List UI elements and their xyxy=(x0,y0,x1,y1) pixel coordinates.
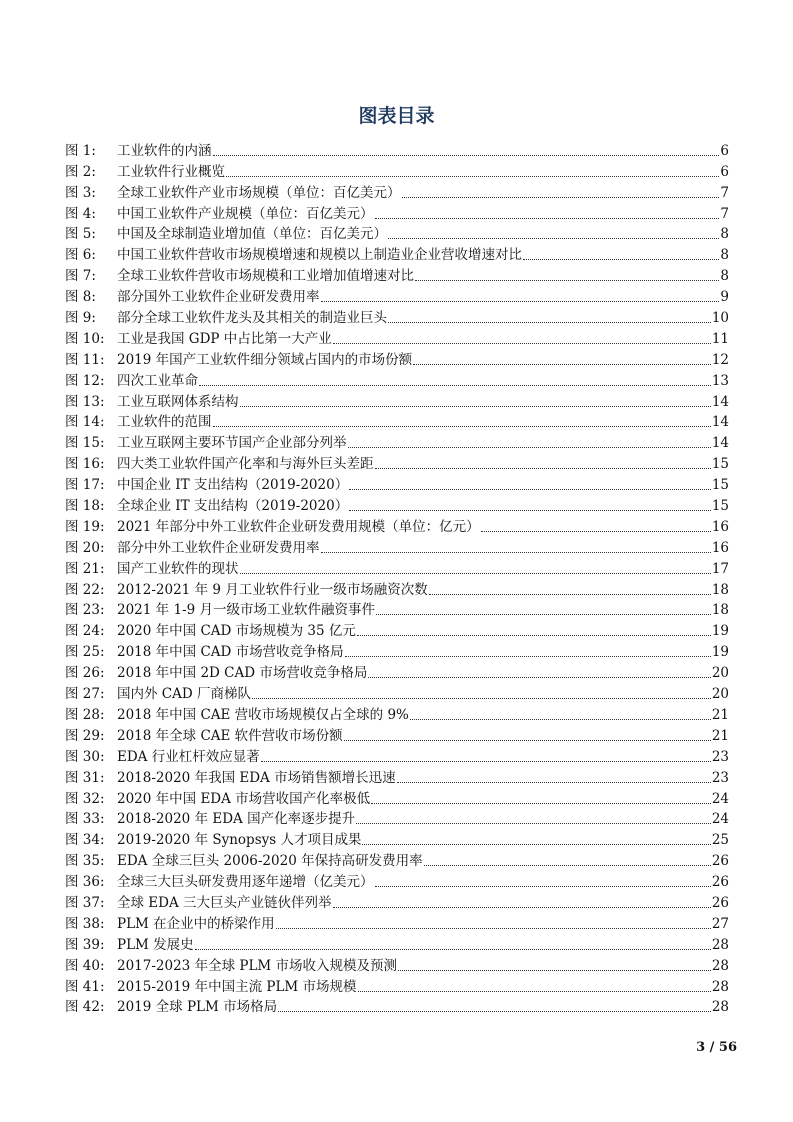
toc-entry[interactable] xyxy=(65,451,729,472)
figure-number: 图 28: xyxy=(65,706,105,723)
figure-number: 图 17: xyxy=(65,477,105,494)
dot-leader xyxy=(349,488,711,490)
page-reference[interactable]: 10 xyxy=(711,310,729,327)
page-reference[interactable]: 28 xyxy=(711,978,729,995)
figure-number: 图 9: xyxy=(65,310,96,327)
dot-leader xyxy=(349,509,711,511)
dot-leader xyxy=(429,593,711,595)
figure-title-link[interactable]: 2019-2020 年 Synopsys 人才项目成果 xyxy=(117,832,362,849)
page-reference[interactable]: 8 xyxy=(720,247,729,264)
figure-number: 图 4: xyxy=(65,205,96,222)
toc-entry[interactable] xyxy=(65,765,729,786)
figure-number: 图 2: xyxy=(65,163,96,180)
figure-number: 图 38: xyxy=(65,915,105,932)
dot-leader xyxy=(376,613,711,615)
dot-leader xyxy=(333,342,711,344)
figure-title-link[interactable]: 中国及全球制造业增加值（单位：百亿美元） xyxy=(117,226,387,243)
figure-number: 图 37: xyxy=(65,894,105,911)
figure-number: 图 39: xyxy=(65,936,105,953)
figure-title-link[interactable]: 2019 年国产工业软件细分领域占国内的市场份额 xyxy=(117,351,413,368)
page-reference[interactable]: 6 xyxy=(720,163,729,180)
page-reference[interactable]: 24 xyxy=(711,790,729,807)
figure-title-link[interactable]: 中国企业 IT 支出结构（2019-2020） xyxy=(117,477,349,494)
toc-entry[interactable] xyxy=(65,827,729,848)
figure-title-link[interactable]: 部分国外工业软件企业研发费用率 xyxy=(117,289,320,306)
figure-number: 图 19: xyxy=(65,518,105,535)
figure-title-link[interactable]: 2021 年 1-9 月一级市场工业软件融资事件 xyxy=(117,602,375,619)
figure-number: 图 14: xyxy=(65,414,105,431)
dot-leader xyxy=(333,906,711,908)
figure-title-link[interactable]: 工业互联网体系结构 xyxy=(117,393,239,410)
figure-number: 图 26: xyxy=(65,665,105,682)
toc-entry[interactable] xyxy=(65,702,729,723)
figure-number: 图 23: xyxy=(65,602,105,619)
figure-number: 图 35: xyxy=(65,853,105,870)
dot-leader xyxy=(357,634,711,636)
page-reference[interactable]: 14 xyxy=(711,414,729,431)
toc-entry[interactable] xyxy=(65,180,729,201)
dot-leader xyxy=(523,258,719,260)
figure-number: 图 36: xyxy=(65,874,105,891)
figure-number: 图 7: xyxy=(65,268,96,285)
page-reference[interactable]: 15 xyxy=(711,456,729,473)
figure-title-link[interactable]: 全球工业软件营收市场规模和工业增加值增速对比 xyxy=(117,268,414,285)
page-reference[interactable]: 15 xyxy=(711,477,729,494)
toc-entry[interactable] xyxy=(65,890,729,911)
dot-leader xyxy=(213,425,711,427)
dot-leader xyxy=(410,718,711,720)
dot-leader xyxy=(240,572,711,574)
figure-number: 图 29: xyxy=(65,727,105,744)
figure-number: 图 15: xyxy=(65,435,105,452)
figure-number: 图 11: xyxy=(65,351,105,368)
figure-number: 图 27: xyxy=(65,686,105,703)
figure-title-link[interactable]: 工业软件行业概览 xyxy=(117,163,225,180)
page-reference[interactable]: 20 xyxy=(711,686,729,703)
figure-title-link[interactable]: 2015-2019 年中国主流 PLM 市场规模 xyxy=(117,978,357,995)
dot-leader xyxy=(388,237,719,239)
figure-number: 图 16: xyxy=(65,456,105,473)
figure-number: 图 10: xyxy=(65,330,105,347)
toc-entry[interactable] xyxy=(65,284,729,305)
figure-number: 图 12: xyxy=(65,372,105,389)
dot-leader xyxy=(397,781,711,783)
page-reference[interactable]: 14 xyxy=(711,393,729,410)
dot-leader xyxy=(321,551,711,553)
figure-number: 图 33: xyxy=(65,811,105,828)
toc-entry[interactable] xyxy=(65,639,729,660)
figure-number: 图 41: xyxy=(65,978,105,995)
figure-number: 图 42: xyxy=(65,999,105,1016)
toc-entry[interactable] xyxy=(65,848,729,869)
toc-entry[interactable] xyxy=(65,242,729,263)
page-reference[interactable]: 18 xyxy=(711,581,729,598)
figure-number: 图 32: xyxy=(65,790,105,807)
page-reference[interactable]: 21 xyxy=(711,727,729,744)
toc-entry[interactable] xyxy=(65,472,729,493)
toc-entry[interactable] xyxy=(65,263,729,284)
dot-leader xyxy=(348,446,711,448)
toc-entry[interactable] xyxy=(65,660,729,681)
figure-number: 图 22: xyxy=(65,581,105,598)
page-reference[interactable]: 19 xyxy=(711,623,729,640)
figure-title-link[interactable]: 国内外 CAD 厂商梯队 xyxy=(117,686,251,703)
dot-leader xyxy=(252,697,711,699)
figure-number: 图 8: xyxy=(65,289,96,306)
page-reference[interactable]: 28 xyxy=(711,957,729,974)
toc-entry[interactable] xyxy=(65,577,729,598)
toc-entry[interactable] xyxy=(65,807,729,828)
figure-title-link[interactable]: 2021 年部分中外工业软件企业研发费用规模（单位：亿元） xyxy=(117,518,480,535)
figure-title-link[interactable]: 全球三大巨头研发费用逐年递增（亿美元） xyxy=(117,874,374,891)
figure-title-link[interactable]: 2012-2021 年 9 月工业软件行业一级市场融资次数 xyxy=(117,581,428,598)
figure-title-link[interactable]: 四次工业革命 xyxy=(117,372,198,389)
toc-entry[interactable] xyxy=(65,410,729,431)
toc-entry[interactable] xyxy=(65,514,729,535)
dot-leader xyxy=(321,300,720,302)
page-reference[interactable]: 13 xyxy=(711,372,729,389)
figure-title-link[interactable]: 2020 年中国 EDA 市场营收国产化率极低 xyxy=(117,790,371,807)
figure-title-link[interactable]: PLM 发展史 xyxy=(117,936,194,953)
toc-entry[interactable] xyxy=(65,681,729,702)
figure-number: 图 24: xyxy=(65,623,105,640)
figure-title-link[interactable]: 2019 全球 PLM 市场格局 xyxy=(117,999,278,1016)
toc-entry[interactable] xyxy=(65,222,729,243)
figure-title-link[interactable]: 部分全球工业软件龙头及其相关的制造业巨头 xyxy=(117,310,387,327)
page-reference[interactable]: 12 xyxy=(711,351,729,368)
page-reference[interactable]: 11 xyxy=(711,330,729,347)
dot-leader xyxy=(481,530,711,532)
dot-leader xyxy=(424,864,711,866)
dot-leader xyxy=(402,196,720,198)
page-reference[interactable]: 8 xyxy=(720,226,729,243)
toc-entry[interactable] xyxy=(65,869,729,890)
page-reference[interactable]: 26 xyxy=(711,894,729,911)
figure-number: 图 3: xyxy=(65,184,96,201)
dot-leader xyxy=(261,760,711,762)
page-reference[interactable]: 17 xyxy=(711,560,729,577)
figure-title-link[interactable]: 中国工业软件产业规模（单位：百亿美元） xyxy=(117,205,374,222)
page-reference[interactable]: 18 xyxy=(711,602,729,619)
figure-title-link[interactable]: PLM 在企业中的桥梁作用 xyxy=(117,915,275,932)
toc-entry[interactable] xyxy=(65,430,729,451)
figure-number: 图 13: xyxy=(65,393,105,410)
toc-entry[interactable] xyxy=(65,535,729,556)
dot-leader xyxy=(344,739,711,741)
figure-title-link[interactable]: 2018-2020 年 EDA 国产化率逐步提升 xyxy=(117,811,356,828)
figure-number: 图 31: xyxy=(65,769,105,786)
figure-title-link[interactable]: 2018 年全球 CAE 软件营收市场份额 xyxy=(117,727,343,744)
toc-entry[interactable] xyxy=(65,159,729,180)
dot-leader xyxy=(398,969,711,971)
figure-title-link[interactable]: 工业软件的范围 xyxy=(117,414,212,431)
dot-leader xyxy=(362,843,710,845)
page-reference[interactable]: 28 xyxy=(711,936,729,953)
figure-number: 图 30: xyxy=(65,748,105,765)
figure-title-link[interactable]: 工业软件的内涵 xyxy=(117,142,212,159)
dot-leader xyxy=(240,405,711,407)
toc-entry[interactable] xyxy=(65,368,729,389)
figure-number: 图 6: xyxy=(65,247,96,264)
figure-number: 图 1: xyxy=(65,142,96,159)
dot-leader xyxy=(199,384,711,386)
page-reference[interactable]: 14 xyxy=(711,435,729,452)
dot-leader xyxy=(226,175,719,177)
dot-leader xyxy=(195,948,711,950)
dot-leader xyxy=(375,217,720,219)
toc-entry[interactable] xyxy=(65,389,729,410)
figure-title-link[interactable]: 2017-2023 年全球 PLM 市场收入规模及预测 xyxy=(117,957,398,974)
toc-entry[interactable] xyxy=(65,995,729,1016)
figure-table-of-contents xyxy=(65,138,729,1015)
figure-title-link[interactable]: EDA 行业杠杆效应显著 xyxy=(117,748,260,765)
dot-leader xyxy=(278,1010,711,1012)
dot-leader xyxy=(276,927,711,929)
figure-title-link[interactable]: 全球工业软件产业市场规模（单位：百亿美元） xyxy=(117,184,401,201)
dot-leader xyxy=(213,154,720,156)
page-reference[interactable]: 26 xyxy=(711,853,729,870)
page-reference[interactable]: 26 xyxy=(711,874,729,891)
page-reference[interactable]: 21 xyxy=(711,706,729,723)
page-reference[interactable]: 6 xyxy=(720,142,729,159)
toc-entry[interactable] xyxy=(65,201,729,222)
page-reference[interactable]: 23 xyxy=(711,748,729,765)
toc-entry[interactable] xyxy=(65,326,729,347)
toc-entry[interactable] xyxy=(65,138,729,159)
dot-leader xyxy=(375,467,711,469)
figure-number: 图 18: xyxy=(65,498,105,515)
toc-entry[interactable] xyxy=(65,723,729,744)
page-reference[interactable]: 15 xyxy=(711,498,729,515)
toc-entry[interactable] xyxy=(65,744,729,765)
dot-leader xyxy=(371,802,711,804)
page-reference[interactable]: 24 xyxy=(711,811,729,828)
dot-leader xyxy=(388,321,711,323)
figure-title-link[interactable]: 中国工业软件营收市场规模增速和规模以上制造业企业营收增速对比 xyxy=(117,247,522,264)
toc-entry[interactable] xyxy=(65,618,729,639)
dot-leader xyxy=(358,990,711,992)
dot-leader xyxy=(356,822,711,824)
page-title: 图表目录 xyxy=(358,105,435,127)
figure-title-link[interactable]: 2018 年中国 CAD 市场营收竞争格局 xyxy=(117,644,344,661)
figure-number: 图 21: xyxy=(65,560,105,577)
page-reference[interactable]: 25 xyxy=(711,832,729,849)
figure-title-link[interactable]: 工业互联网主要环节国产企业部分列举 xyxy=(117,435,347,452)
dot-leader xyxy=(368,676,710,678)
toc-entry[interactable] xyxy=(65,911,729,932)
toc-entry[interactable] xyxy=(65,953,729,974)
page-reference[interactable]: 7 xyxy=(720,184,729,201)
page-reference[interactable]: 20 xyxy=(711,665,729,682)
page-reference[interactable]: 27 xyxy=(711,915,729,932)
page-reference[interactable]: 23 xyxy=(711,769,729,786)
figure-title-link[interactable]: 全球企业 IT 支出结构（2019-2020） xyxy=(117,498,349,515)
page-reference[interactable]: 28 xyxy=(711,999,729,1016)
dot-leader xyxy=(413,363,711,365)
figure-title-link[interactable]: 2018-2020 年我国 EDA 市场销售额增长迅速 xyxy=(117,769,396,786)
figure-number: 图 34: xyxy=(65,832,105,849)
page-reference[interactable]: 16 xyxy=(711,539,729,556)
toc-entry[interactable] xyxy=(65,347,729,368)
toc-entry[interactable] xyxy=(65,932,729,953)
toc-entry[interactable] xyxy=(65,974,729,995)
page-number: 3 / 56 xyxy=(696,1040,737,1055)
page-reference[interactable]: 7 xyxy=(720,205,729,222)
page-reference[interactable]: 8 xyxy=(720,268,729,285)
toc-entry[interactable] xyxy=(65,556,729,577)
dot-leader xyxy=(375,885,711,887)
dot-leader xyxy=(345,655,711,657)
figure-title-link[interactable]: 2018 年中国 CAE 营收市场规模仅占全球的 9% xyxy=(117,706,409,723)
page-reference[interactable]: 9 xyxy=(720,289,729,306)
figure-number: 图 25: xyxy=(65,644,105,661)
figure-title-link[interactable]: 工业是我国 GDP 中占比第一大产业 xyxy=(117,330,332,347)
figure-number: 图 40: xyxy=(65,957,105,974)
figure-title-link[interactable]: EDA 全球三巨头 2006-2020 年保持高研发费用率 xyxy=(117,853,423,870)
figure-number: 图 5: xyxy=(65,226,96,243)
page-reference[interactable]: 19 xyxy=(711,644,729,661)
figure-title-link[interactable]: 2018 年中国 2D CAD 市场营收竞争格局 xyxy=(117,665,368,682)
toc-entry[interactable] xyxy=(65,786,729,807)
toc-entry[interactable] xyxy=(65,305,729,326)
figure-title-link[interactable]: 部分中外工业软件企业研发费用率 xyxy=(117,539,320,556)
dot-leader xyxy=(415,279,719,281)
toc-entry[interactable] xyxy=(65,493,729,514)
page-reference[interactable]: 16 xyxy=(711,518,729,535)
figure-title-link[interactable]: 四大类工业软件国产化率和与海外巨头差距 xyxy=(117,456,374,473)
figure-title-link[interactable]: 国产工业软件的现状 xyxy=(117,560,239,577)
figure-title-link[interactable]: 全球 EDA 三大巨头产业链伙伴列举 xyxy=(117,894,332,911)
toc-entry[interactable] xyxy=(65,598,729,619)
figure-number: 图 20: xyxy=(65,539,105,556)
figure-title-link[interactable]: 2020 年中国 CAD 市场规模为 35 亿元 xyxy=(117,623,356,640)
